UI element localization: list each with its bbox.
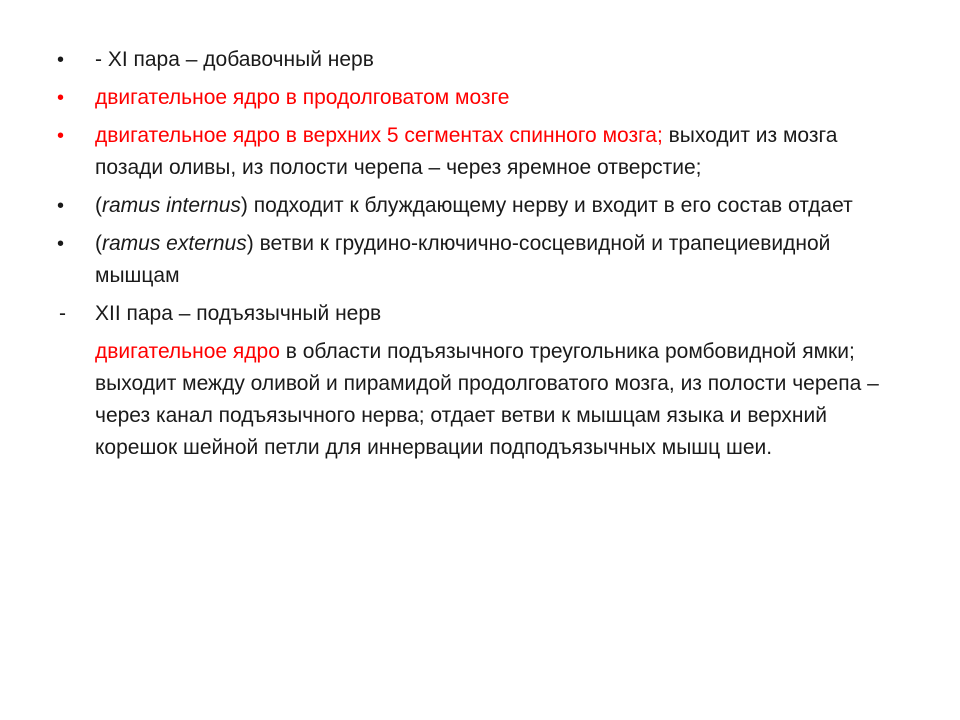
item-text: в области подъязычного треугольника ромбовидной ямки; выходит между оливой и пирамидой продолговатого мозга, из полости черепа – через канал подъязычного нерва; отдает ветви к мышцам языка и верхний корешок шейной петли для иннервации подподъязычных мышц шеи. [95, 340, 879, 459]
item-text: - XI пара – добавочный нерв [95, 48, 374, 71]
bullet-icon: • [57, 87, 65, 109]
bullet-icon: • [57, 233, 65, 255]
item-text-red: двигательное ядро в продолговатом мозге [95, 86, 510, 109]
bullet-icon: • [57, 195, 65, 217]
item-text: ветви к грудино-ключично-сосцевидной и трапециевидной мышцам [95, 232, 831, 287]
slide-body [57, 44, 907, 470]
item-text-red: двигательное ядро [95, 340, 280, 363]
paren-open: ( [95, 232, 102, 255]
item-text-red: двигательное ядро в верхних 5 сегментах спинного мозга; [95, 124, 663, 147]
list-item-motor-nucleus-spinal [57, 120, 907, 184]
item-text: подходит к блуждающему нерву и входит в его состав отдает [247, 194, 853, 217]
latin-term: ramus externus [102, 232, 247, 255]
latin-term: ramus internus [102, 194, 241, 217]
list-item-xii-pair [57, 298, 907, 330]
bullet-icon: • [57, 49, 65, 71]
list-item-hypoglossal-nucleus [57, 336, 907, 464]
list-item-motor-nucleus-medulla [57, 82, 907, 114]
item-text: выходит из мозга позади оливы, из полости черепа – через яремное отверстие; [95, 124, 838, 179]
paren-close: ) [246, 232, 254, 255]
list-item-ramus-internus [57, 190, 907, 222]
paren-close: ) [240, 194, 248, 217]
paren-open: ( [95, 194, 102, 217]
bullet-icon: • [57, 125, 65, 147]
dash-marker: - [59, 302, 66, 325]
list-item-ramus-externus [57, 228, 907, 292]
item-text: XII пара – подъязычный нерв [95, 302, 382, 325]
list-item-xi-pair [57, 44, 907, 76]
